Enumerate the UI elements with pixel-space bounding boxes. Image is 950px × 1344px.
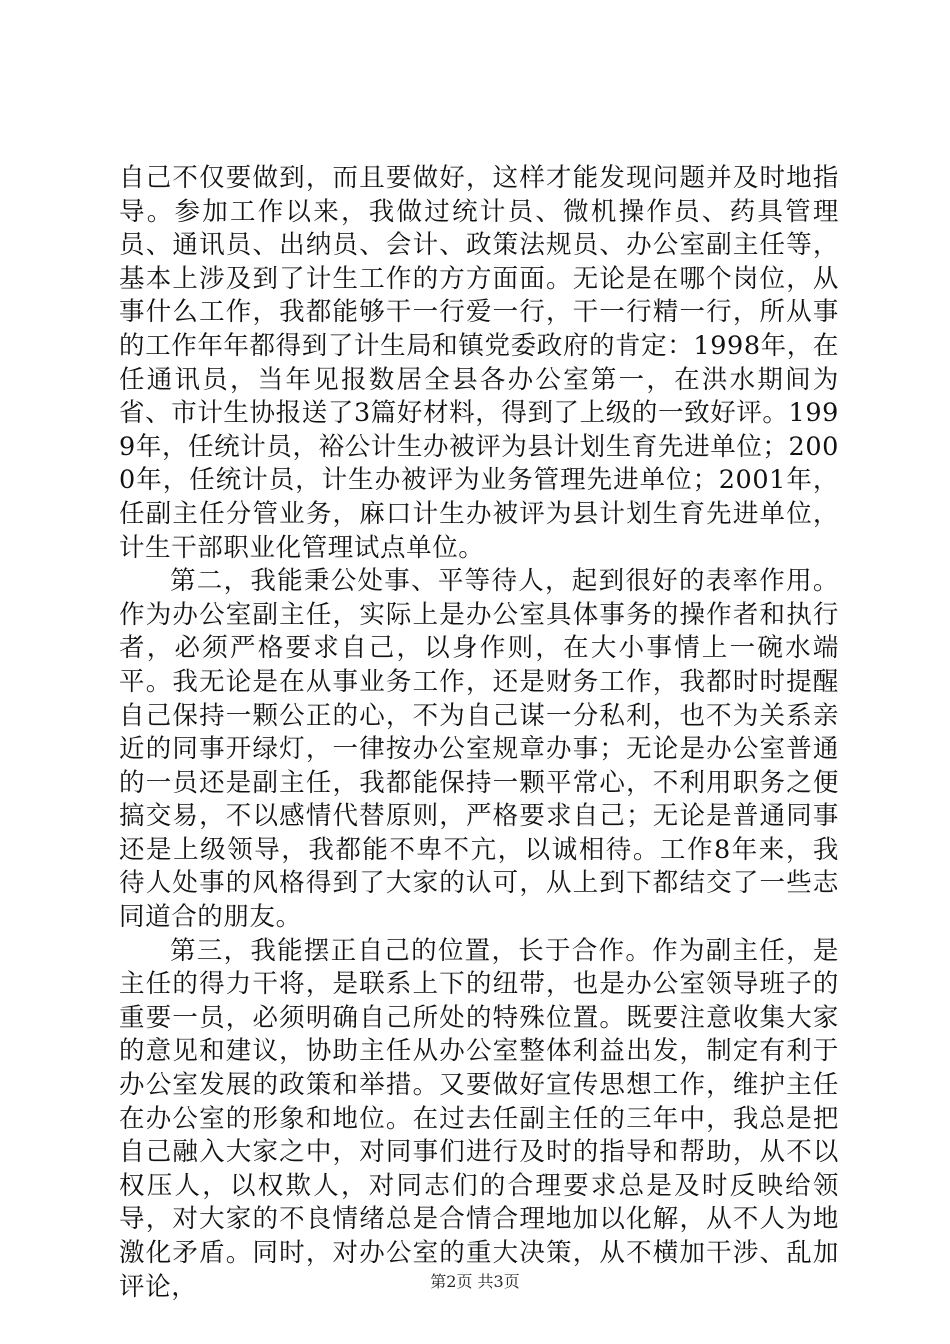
paragraph-continuation: 自己不仅要做到，而且要做好，这样才能发现问题并及时地指导。参加工作以来，我做过统计员、微机操作员、药具管理员、通讯员、出纳员、会计、政策法规员、办公室副主任等，基本上涉及到了计生工作的方方面面。无论是在哪个岗位，从事什么工作，我都能够干一行爱一行，干一行精一行，所从事的工作年年都得到了计生局和镇党委政府的肯定：1998年，在任通讯员，当年见报数居全县各办公室第一，在洪水期间为省、市计生协报送了3篇好材料，得到了上级的一致好评。1999年，任统计员，裕公计生办被评为县计划生育先进单位；2000年，任统计员，计生办被评为业务管理先进单位；2001年，任副主任分管业务，麻口计生办被评为县计划生育先进单位，计生干部职业化管理试点单位。 xyxy=(119,163,839,563)
document-body xyxy=(119,162,839,1304)
paragraph-third-point: 第三，我能摆正自己的位置，长于合作。作为副主任，是主任的得力干将，是联系上下的纽带，也是办公室领导班子的重要一员，必须明确自己所处的特殊位置。既要注意收集大家的意见和建议，协助主任从办公室整体利益出发，制定有利于办公室发展的政策和举措。又要做好宣传思想工作，维护主任在办公室的形象和地位。在过去任副主任的三年中，我总是把自己融入大家之中，对同事们进行及时的指导和帮助，从不以权压人，以权欺人，对同志们的合理要求总是及时反映给领导，对大家的不良情绪总是合情合理地加以化解，从不人为地激化矛盾。同时，对办公室的重大决策，从不横加干涉、乱加评论， xyxy=(119,935,839,1302)
page-footer: 第2页 共3页 xyxy=(430,1272,520,1291)
paragraph-second-point: 第二，我能秉公处事、平等待人，起到很好的表率作用。作为办公室副主任，实际上是办公室具体事务的操作者和执行者，必须严格要求自己，以身作则，在大小事情上一碗水端平。我无论是在从事业务工作，还是财务工作，我都时时提醒自己保持一颗公正的心，不为自己谋一分私利，也不为关系亲近的同事开绿灯，一律按办公室规章办事；无论是办公室普通的一员还是副主任，我都能保持一颗平常心，不利用职务之便搞交易，不以感情代替原则，严格要求自己；无论是普通同事还是上级领导，我都能不卑不亢，以诚相待。工作8年来，我待人处事的风格得到了大家的认可，从上到下都结交了一些志同道合的朋友。 xyxy=(119,566,839,933)
